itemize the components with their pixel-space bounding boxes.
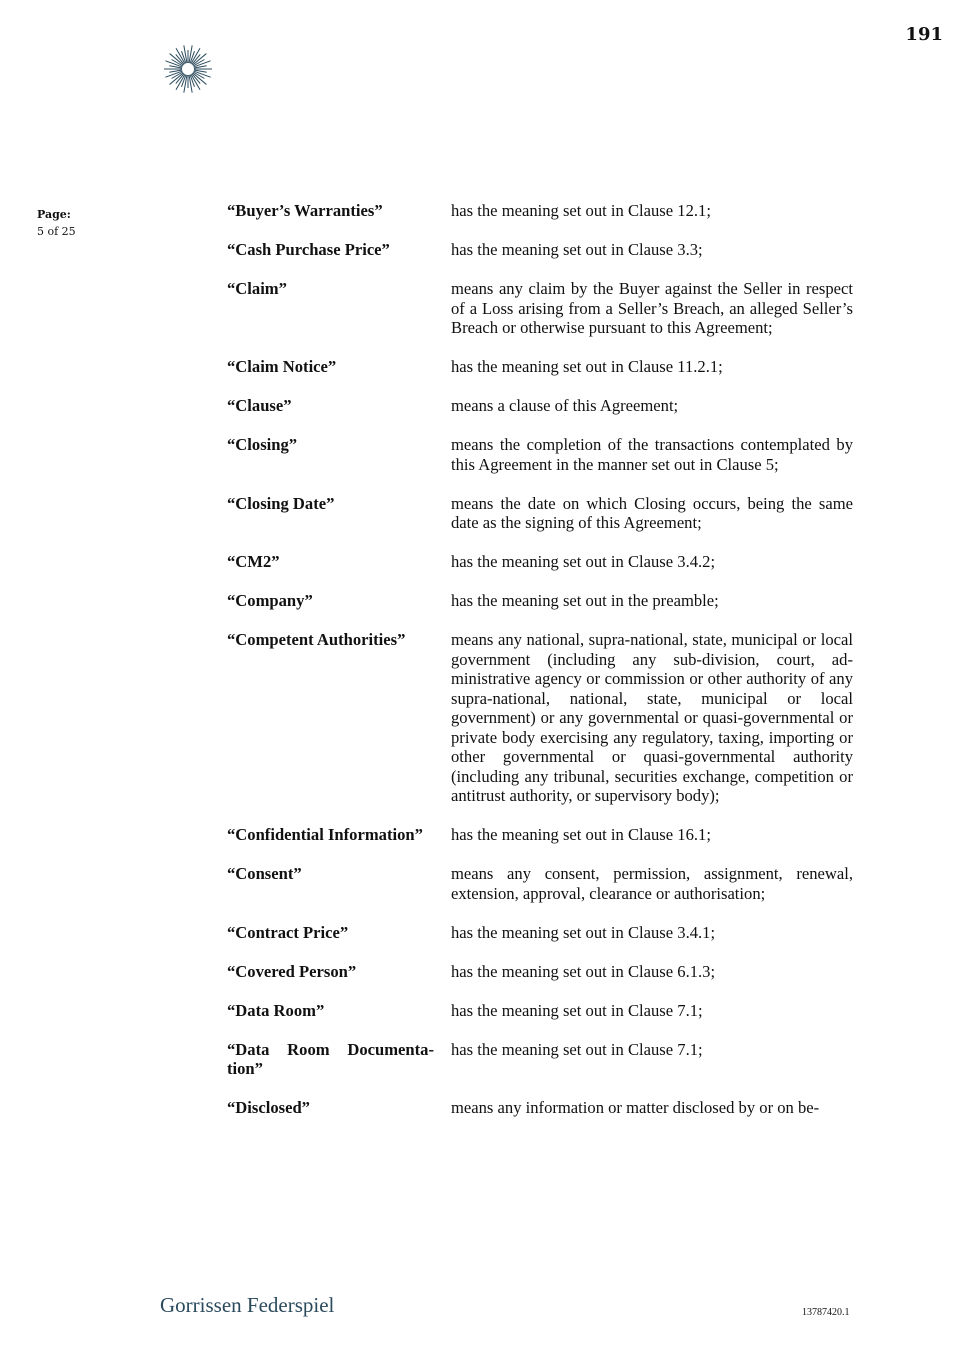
definition-term: “Contract Price” bbox=[227, 922, 349, 942]
footer-brand: Gorrissen Federspiel bbox=[160, 1293, 335, 1317]
definition-term: “Competent Authorities” bbox=[227, 630, 406, 649]
definition-row bbox=[227, 630, 853, 806]
sunburst-logo-icon bbox=[160, 44, 216, 94]
definition-term: “Covered Person” bbox=[227, 961, 357, 981]
definition-row bbox=[227, 435, 853, 474]
definition-row bbox=[227, 1098, 853, 1118]
definition-row bbox=[227, 825, 853, 845]
definition-term: “Consent” bbox=[227, 864, 302, 883]
definition-meaning: has the meaning set out in Clause 7.1; bbox=[451, 1000, 703, 1020]
definition-meaning: means any national, supra-national, state, municipal or local government (including any sub-division, court, administrative agency or commission or other authority of any supra-national, national, state, municipal or local government) or any governmental or quasi-governmental or private body exercising any regulatory, taxing, importing or other governmental or quasi-governmental authority (including any tribunal, securities exchange, competition or antitrust authority, or supervisory body); bbox=[451, 630, 853, 805]
document-id: 13787420.1 bbox=[802, 1307, 850, 1318]
definition-row bbox=[227, 1040, 853, 1079]
definition-term: “CM2” bbox=[227, 552, 280, 571]
definition-term: “Data Room Documentation” bbox=[227, 1039, 434, 1078]
definition-row bbox=[227, 201, 853, 221]
definition-meaning: means the date on which Closing occurs, being the same date as the signing of this Agreement; bbox=[451, 493, 853, 532]
definition-term: “Claim” bbox=[227, 279, 287, 298]
definition-term: “Clause” bbox=[227, 396, 292, 415]
definition-term: “Disclosed” bbox=[227, 1098, 310, 1117]
definition-row bbox=[227, 357, 853, 377]
definition-meaning: has the meaning set out in Clause 7.1; bbox=[451, 1039, 703, 1059]
definition-row bbox=[227, 279, 853, 338]
definition-meaning: means the completion of the transactions contemplated by this Agreement in the manner set out in Clause 5; bbox=[451, 435, 853, 474]
definition-row bbox=[227, 1001, 853, 1021]
definition-term: “Closing” bbox=[227, 435, 298, 454]
definition-meaning: means any claim by the Buyer against the Seller in respect of a Loss arising from a Seller’s Breach, an alleged Seller’s Breach or otherwise pursuant to this Agreement; bbox=[451, 279, 853, 337]
side-page-info bbox=[37, 206, 76, 240]
definition-row bbox=[227, 396, 853, 416]
definition-term: “Claim Notice” bbox=[227, 357, 337, 376]
definition-row bbox=[227, 923, 853, 943]
definitions-list bbox=[227, 201, 853, 1137]
definition-meaning: means any information or matter disclosed by or on be- bbox=[451, 1098, 820, 1117]
definition-row bbox=[227, 591, 853, 611]
definition-meaning: has the meaning set out in Clause 3.3; bbox=[451, 240, 703, 259]
definition-meaning: has the meaning set out in Clause 6.1.3; bbox=[451, 961, 716, 981]
definition-term: “Data Room” bbox=[227, 1000, 325, 1020]
definition-row bbox=[227, 962, 853, 982]
definition-term: “Closing Date” bbox=[227, 493, 335, 513]
page-value: 5 of 25 bbox=[37, 225, 76, 238]
definition-term: “Confidential Information” bbox=[227, 825, 423, 844]
definition-meaning: has the meaning set out in Clause 12.1; bbox=[451, 201, 711, 220]
definition-meaning: has the meaning set out in Clause 3.4.2; bbox=[451, 552, 716, 571]
definition-term: “Buyer’s Warranties” bbox=[227, 201, 383, 220]
definition-row bbox=[227, 552, 853, 572]
definition-row bbox=[227, 240, 853, 260]
definition-term: “Cash Purchase Price” bbox=[227, 240, 390, 259]
page-number: 191 bbox=[905, 24, 943, 45]
definition-term: “Company” bbox=[227, 591, 313, 610]
definition-meaning: means a clause of this Agreement; bbox=[451, 396, 679, 415]
definition-meaning: has the meaning set out in Clause 3.4.1; bbox=[451, 922, 716, 942]
definition-meaning: has the meaning set out in the preamble; bbox=[451, 591, 719, 610]
definition-meaning: has the meaning set out in Clause 16.1; bbox=[451, 825, 711, 844]
page-label: Page: bbox=[37, 208, 71, 221]
definition-row bbox=[227, 864, 853, 903]
definition-row bbox=[227, 494, 853, 533]
definition-meaning: means any consent, permission, assignment, renewal, extension, approval, clearance or authorisation; bbox=[451, 864, 853, 903]
definition-meaning: has the meaning set out in Clause 11.2.1; bbox=[451, 357, 723, 376]
